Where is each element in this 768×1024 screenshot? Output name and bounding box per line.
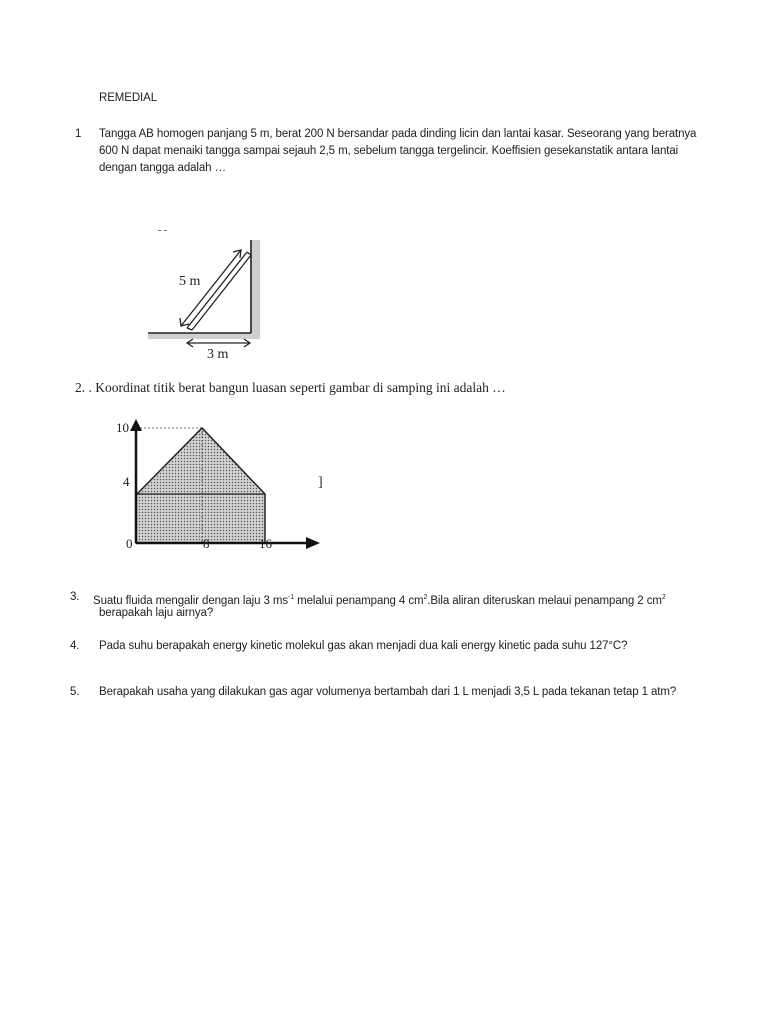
question-5-number: 5. [70,686,80,698]
superscript: 2 [423,594,428,601]
question-3-number: 3. [70,591,80,603]
superscript: -1 [288,594,295,601]
centroid-figure [108,415,338,555]
question-1-line: 600 N dapat menaiki tangga sampai sejauh 2,5 m, sebelum tangga tergelincir. Koeffisien gesekanstatik antara lantai [99,145,679,157]
wall [251,240,260,333]
stray-mark: ] [318,475,323,490]
question-5-text: Berapakah usaha yang dilakukan gas agar volumenya bertambah dari 1 L menjadi 3,5 L pada tekanan tetap 1 atm? [99,686,677,698]
question-4-text: Pada suhu berapakah energy kinetic molekul gas akan menjadi dua kali energy kinetic pada suhu 127°C? [99,640,628,652]
shaded-shape [136,428,265,543]
y-tick-label: 4 [123,474,130,489]
question-4-number: 4. [70,640,80,652]
floor [148,333,260,339]
question-3-text-part: melalui penampang 4 cm [294,594,424,607]
x-tick-label: 8 [203,536,210,551]
question-1-line: Tangga AB homogen panjang 5 m, berat 200 N bersandar pada dinding licin dan lantai kasar. Seseorang yang beratnya [99,128,697,140]
y-tick-label: 10 [116,420,129,435]
page-heading: REMEDIAL [99,92,157,104]
question-1-line: dengan tangga adalah … [99,162,226,174]
question-1-number: 1 [75,128,82,140]
question-1-text [99,126,739,177]
base-label: 3 m [207,347,229,362]
ladder [187,252,251,330]
top-mark: - - [158,225,168,236]
question-2-text: 2. . Koordinat titik berat bangun luasan seperti gambar di samping ini adalah … [75,380,506,395]
base-arrow [187,339,250,347]
length-label: 5 m [179,274,201,289]
y-axis-arrow [130,419,142,431]
x-origin-label: 0 [126,536,133,551]
x-axis-arrow [306,537,320,549]
question-3-text-part: Suatu fluida mengalir dengan laju 3 ms [93,594,289,607]
ladder-figure [140,222,280,362]
question-3-line-2: berapakah laju airnya? [99,607,214,619]
superscript: 2 [661,594,666,601]
question-3-text-part: .Bila aliran diteruskan melaui penampang 2 cm [427,594,662,607]
x-tick-label: 16 [259,536,272,551]
